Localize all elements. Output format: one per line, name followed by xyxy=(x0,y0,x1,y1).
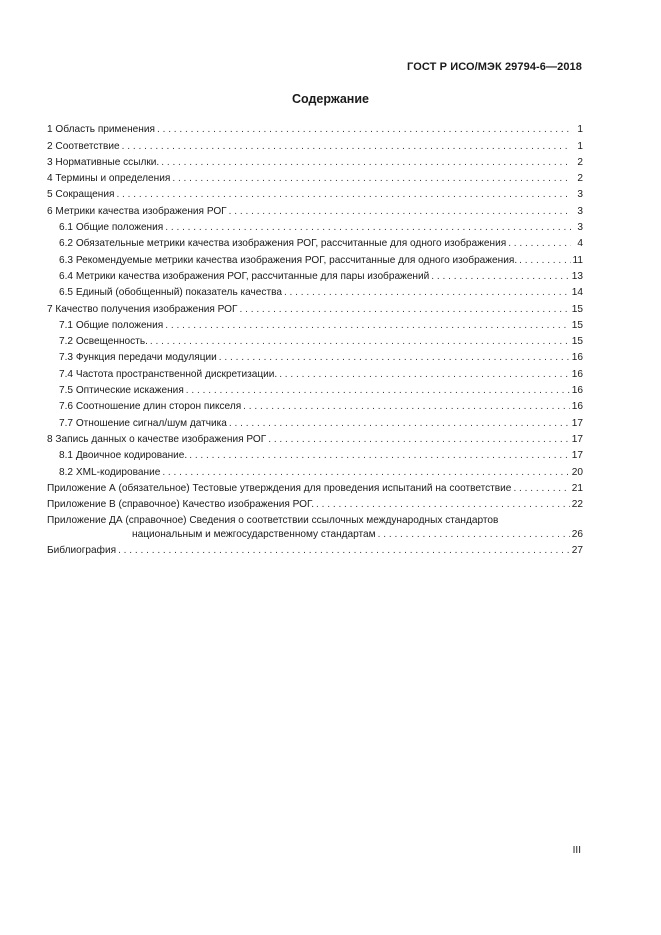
toc-entry-page: 16 xyxy=(571,385,583,397)
toc-entry[interactable] xyxy=(47,397,583,413)
toc-entry-text: 7.4 Частота пространственной дискретизации. xyxy=(59,368,278,380)
toc-entry-text: 6.2 Обязательные метрики качества изображения РОГ, рассчитанные для одного изображения xyxy=(59,238,507,250)
dot-leader xyxy=(116,189,571,201)
toc-entry-text: 7.1 Общие положения xyxy=(59,319,164,331)
toc-entry-text: 7.6 Соотношение длин сторон пикселя xyxy=(59,401,242,413)
dot-leader xyxy=(122,141,571,153)
toc-entry-text: 3 Нормативные ссылки. xyxy=(47,156,160,168)
toc-entry-page: 17 xyxy=(571,417,583,429)
toc-entry-page: 16 xyxy=(571,368,583,380)
dot-leader xyxy=(165,222,571,234)
toc-entry-page: 16 xyxy=(571,352,583,364)
toc-entry-page: 15 xyxy=(571,303,583,315)
dot-leader xyxy=(240,304,570,316)
toc-entry-page: 3 xyxy=(577,205,583,217)
toc-entry[interactable] xyxy=(47,446,583,462)
toc-entry-page: 13 xyxy=(571,270,583,282)
document-code: ГОСТ Р ИСО/МЭК 29794-6—2018 xyxy=(407,61,582,73)
toc-entry-text: 6 Метрики качества изображения РОГ xyxy=(47,205,227,217)
dot-leader xyxy=(243,401,570,413)
toc-entry-text-continued: национальным и межгосударственному стандартам xyxy=(132,529,376,541)
toc-entry-page: 17 xyxy=(571,433,583,445)
toc-entry-text: Приложение А (обязательное) Тестовые утверждения для проведения испытаний на соответствие xyxy=(47,482,512,494)
toc-entry-page: 1 xyxy=(577,140,583,152)
toc-entry-text: 6.4 Метрики качества изображения РОГ, рассчитанные для пары изображений xyxy=(59,270,430,282)
toc-entry-text: 4 Термины и определения xyxy=(47,173,171,185)
dot-leader xyxy=(219,352,570,364)
toc-entry-page: 3 xyxy=(577,189,583,201)
toc-entry-text: 6.1 Общие положения xyxy=(59,222,164,234)
dot-leader xyxy=(162,467,569,479)
toc-entry[interactable] xyxy=(47,283,583,299)
toc-entry[interactable] xyxy=(47,364,583,380)
toc-entry[interactable] xyxy=(47,120,583,136)
toc-entry-page: 26 xyxy=(571,529,583,541)
toc-entry-text: Приложение ДА (справочное) Сведения о соответствии ссылочных международных стандартов xyxy=(47,515,499,527)
toc-entry[interactable] xyxy=(47,250,583,266)
toc-title: Содержание xyxy=(291,92,369,106)
dot-leader xyxy=(513,483,569,495)
toc-entry[interactable] xyxy=(47,332,583,348)
toc-entry-text: 6.3 Рекомендуемые метрики качества изображения РОГ, рассчитанные для одного изображения. xyxy=(59,254,518,266)
toc-entry-page: 11 xyxy=(572,254,583,266)
toc-entry[interactable] xyxy=(47,234,583,250)
toc-entry-text: Библиография xyxy=(47,545,117,557)
dot-leader xyxy=(279,369,570,381)
toc-entry[interactable] xyxy=(47,381,583,397)
dot-leader xyxy=(186,385,570,397)
toc-entry[interactable] xyxy=(47,267,583,283)
toc-entry-text: Приложение В (справочное) Качество изображения РОГ. xyxy=(47,499,315,511)
toc-entry-text: 6.5 Единый (обобщенный) показатель качества xyxy=(59,287,282,299)
toc-entry-text: 7.3 Функция передачи модуляции xyxy=(59,352,217,364)
toc-entry-page: 14 xyxy=(571,287,583,299)
toc-entry[interactable] xyxy=(47,153,583,169)
page-number: III xyxy=(572,845,581,856)
dot-leader xyxy=(165,320,570,332)
toc-entry-page: 2 xyxy=(577,156,583,168)
toc-entry-text: 7.5 Оптические искажения xyxy=(59,385,184,397)
toc-entry-page: 2 xyxy=(577,173,583,185)
toc-entry-text: 5 Сокращения xyxy=(47,189,115,201)
toc-entry-text: 2 Соответствие xyxy=(47,140,120,152)
toc-entry-text: 8.1 Двоичное кодирование. xyxy=(59,450,188,462)
toc-entry[interactable] xyxy=(47,462,583,478)
toc-entry-text: 7.2 Освещенность. xyxy=(59,336,148,348)
dot-leader xyxy=(268,434,570,446)
dot-leader xyxy=(157,124,571,136)
toc-entry[interactable] xyxy=(47,185,583,201)
toc-entry-page: 22 xyxy=(571,499,583,511)
dot-leader xyxy=(172,173,571,185)
toc-entry[interactable] xyxy=(47,316,583,332)
dot-leader xyxy=(519,255,570,267)
toc-entry-text: 8 Запись данных о качестве изображения РОГ xyxy=(47,433,267,445)
toc-entry-page: 27 xyxy=(571,545,583,557)
toc-entry[interactable] xyxy=(47,136,583,152)
toc-entry-text: 7.7 Отношение сигнал/шум датчика xyxy=(59,417,227,429)
dot-leader xyxy=(508,238,571,250)
dot-leader xyxy=(189,450,570,462)
toc-entry-text: 7 Качество получения изображения РОГ xyxy=(47,303,238,315)
toc-entry-page: 17 xyxy=(571,450,583,462)
toc-entry-appendix-da[interactable] xyxy=(47,511,583,541)
dot-leader xyxy=(118,545,570,557)
dot-leader xyxy=(229,206,571,218)
toc-entry[interactable] xyxy=(47,299,583,315)
toc-entry-page: 15 xyxy=(571,319,583,331)
toc-entry[interactable] xyxy=(47,218,583,234)
toc-entry-page: 16 xyxy=(571,401,583,413)
toc-entry-page: 21 xyxy=(571,482,583,494)
toc-entry-text: 8.2 XML-кодирование xyxy=(59,466,161,478)
toc-entry-page: 15 xyxy=(571,336,583,348)
toc-entry-page: 3 xyxy=(577,222,583,234)
dot-leader xyxy=(150,336,570,348)
dot-leader xyxy=(229,418,570,430)
dot-leader xyxy=(316,499,570,511)
toc-entry-bibliography[interactable] xyxy=(47,541,583,557)
toc-entry[interactable] xyxy=(47,201,583,217)
dot-leader xyxy=(161,157,571,169)
dot-leader xyxy=(431,271,569,283)
toc-entry[interactable] xyxy=(47,413,583,429)
dot-leader xyxy=(378,529,570,541)
toc-entry-page: 4 xyxy=(577,238,583,250)
toc-entry-page: 20 xyxy=(571,466,583,478)
toc-entry[interactable] xyxy=(47,348,583,364)
toc-entry-page: 1 xyxy=(577,124,583,136)
dot-leader xyxy=(284,287,570,299)
toc-entry[interactable] xyxy=(47,430,583,446)
toc-entry[interactable] xyxy=(47,495,583,511)
table-of-contents xyxy=(47,120,583,557)
toc-entry[interactable] xyxy=(47,479,583,495)
toc-entry[interactable] xyxy=(47,169,583,185)
toc-entry-text: 1 Область применения xyxy=(47,124,155,136)
